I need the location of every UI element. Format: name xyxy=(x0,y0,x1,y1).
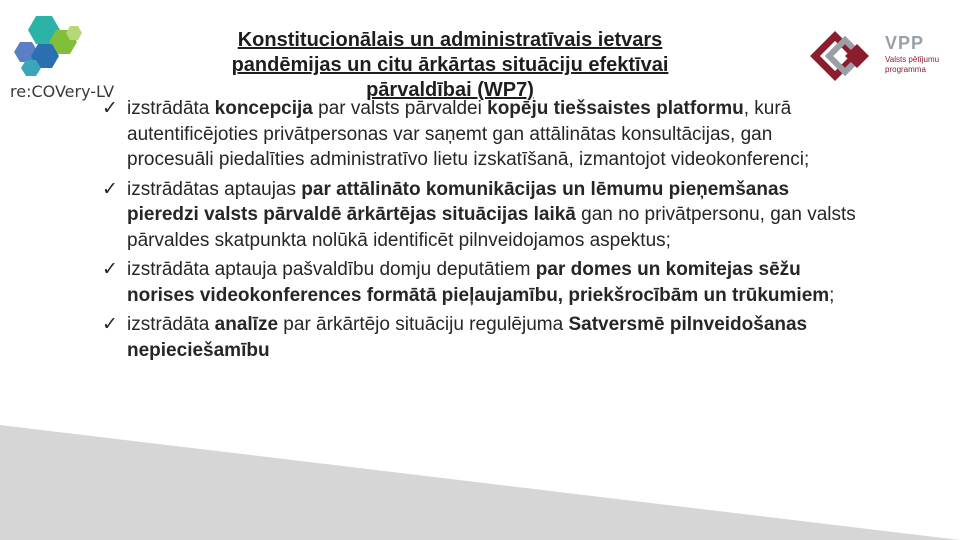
recovery-logo-text: re:COVery-LV xyxy=(10,82,115,101)
vpp-logo-subtitle-1: Valsts pētījumu xyxy=(885,55,940,64)
bullet-text: izstrādāta xyxy=(127,98,215,119)
checkmark-icon: ✓ xyxy=(102,178,118,200)
slide-title xyxy=(150,28,750,103)
vpp-logo-text: VPP xyxy=(885,33,925,53)
bullet-text: ; xyxy=(829,284,835,306)
bullet-text: , kurā autentificējoties privātpersonas var saņemt gan attālinātas konsultācijas, gan procesuāli piedalīties administratīvo lietu izskatīšanā, izmantojot videokonferenci; xyxy=(127,98,810,170)
bullet-item xyxy=(102,257,862,308)
bullet-bold-text: Satversmē pilnveidošanas nepieciešamību xyxy=(127,314,808,361)
vpp-logo-subtitle-2: programma xyxy=(885,65,926,74)
checkmark-icon: ✓ xyxy=(102,98,118,119)
bullet-text: izstrādāta xyxy=(127,314,215,335)
bullet-text: par valsts pārvaldei xyxy=(312,98,488,119)
title-line-1: Konstitucionālais un administratīvais ietvars xyxy=(237,29,663,51)
bullet-text: izstrādāta aptauja pašvaldību domju deputātiem xyxy=(127,259,536,280)
bullet-bold-text: par domes un komitejas sēžu norises videokonferences formātā pieļaujamību, priekšrocībām un trūkumiem xyxy=(127,259,830,306)
title-line-2: pandēmijas un citu ārkārtas situāciju efektīvai xyxy=(231,54,669,76)
checkmark-icon: ✓ xyxy=(102,259,118,280)
bullet-text: gan no privātpersonu, gan valsts pārvaldes skatpunkta nolūkā identificēt pilnveidojamos aspektus; xyxy=(127,204,856,251)
checkmark-icon: ✓ xyxy=(102,314,118,335)
bullet-item xyxy=(102,177,862,254)
bullet-bold-text: analīze xyxy=(214,314,279,335)
title-line-3: pārvaldībai (WP7) xyxy=(366,79,534,101)
bullet-item xyxy=(102,312,862,363)
bullet-bold-text: par attālināto komunikācijas un lēmumu pieņemšanas pieredzi valsts pārvaldē ārkārtējas situācijas laikā xyxy=(127,178,790,225)
bullet-text: par ārkārtējo situāciju regulējuma xyxy=(278,314,569,335)
bullet-item xyxy=(102,96,862,173)
bullet-bold-text: koncepcija xyxy=(214,98,313,119)
bullet-list xyxy=(102,96,862,367)
bullet-text: izstrādātas aptaujas xyxy=(127,178,302,200)
bullet-bold-text: kopēju tiešsaistes platformu xyxy=(487,98,744,119)
